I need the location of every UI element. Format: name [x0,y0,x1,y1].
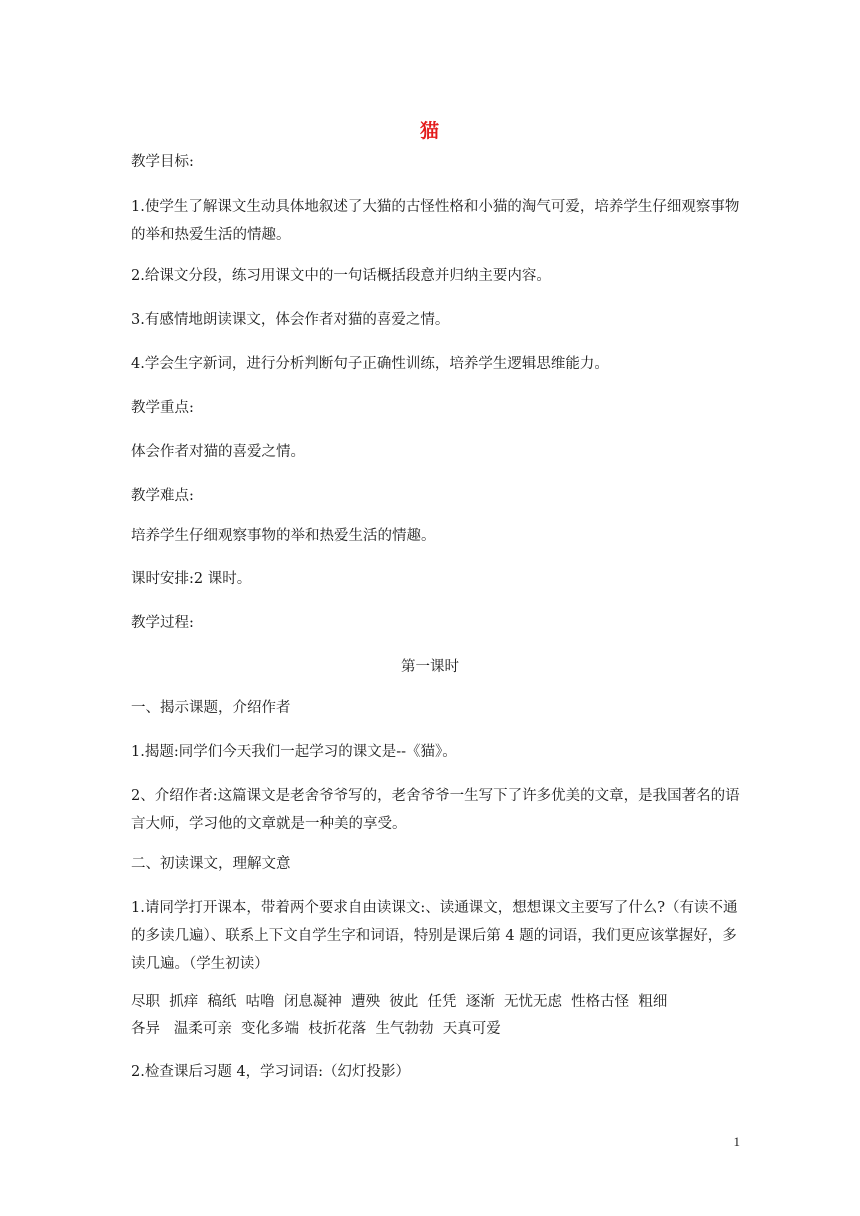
difficulties-text: 培养学生仔细观察事物的举和热爱生活的情趣。 [131,528,436,544]
vocabulary-line-1: 尽职 抓痒 稿纸 咕噜 闭息凝神 遭殃 彼此 任凭 逐渐 无忧无虑 性格古怪 粗细 [131,994,668,1010]
step-2-heading: 二、初读课文，理解文意 [131,856,291,872]
section-first-lesson: 第一课时 [401,659,459,675]
heading-process: 教学过程: [131,615,194,631]
vocabulary-line-2: 各异 温柔可亲 变化多端 枝折花落 生气勃勃 天真可爱 [131,1021,501,1037]
goal-2: 2.给课文分段，练习用课文中的一句话概括段意并归纳主要内容。 [131,268,551,284]
heading-teaching-goals: 教学目标: [131,154,194,170]
schedule-text: 课时安排:2 课时。 [131,571,252,587]
heading-difficulties: 教学难点: [131,488,194,504]
step-1-item-1: 1.揭题:同学们今天我们一起学习的课文是--《猫》。 [131,744,457,760]
goal-3: 3.有感情地朗读课文，体会作者对猫的喜爱之情。 [131,312,450,328]
step-2-item-1: 1.请同学打开课本，带着两个要求自由读课文:、读通课文，想想课文主要写了什么?（有读不通的多读几遍）、联系上下文自学生字和词语，特别是课后第 4 题的词语，我们更应该掌握好，多读几遍。（学生初读） [131,900,738,972]
document-title: 猫 [419,120,440,142]
heading-key-points: 教学重点: [131,400,194,416]
page-number: 1 [733,1134,740,1149]
step-2-item-2: 2.检查课后习题 4，学习词语:（幻灯投影） [131,1064,411,1080]
key-points-text: 体会作者对猫的喜爱之情。 [131,444,305,460]
goal-1: 1.使学生了解课文生动具体地叙述了大猫的古怪性格和小猫的淘气可爱，培养学生仔细观察事物的举和热爱生活的情趣。 [131,199,740,243]
goal-4: 4.学会生字新词，进行分析判断句子正确性训练，培养学生逻辑思维能力。 [131,356,609,372]
step-1-item-2: 2、介绍作者:这篇课文是老舍爷爷写的，老舍爷爷一生写下了许多优美的文章，是我国著名的语言大师，学习他的文章就是一种美的享受。 [131,788,740,832]
step-1-heading: 一、揭示课题，介绍作者 [131,700,291,716]
